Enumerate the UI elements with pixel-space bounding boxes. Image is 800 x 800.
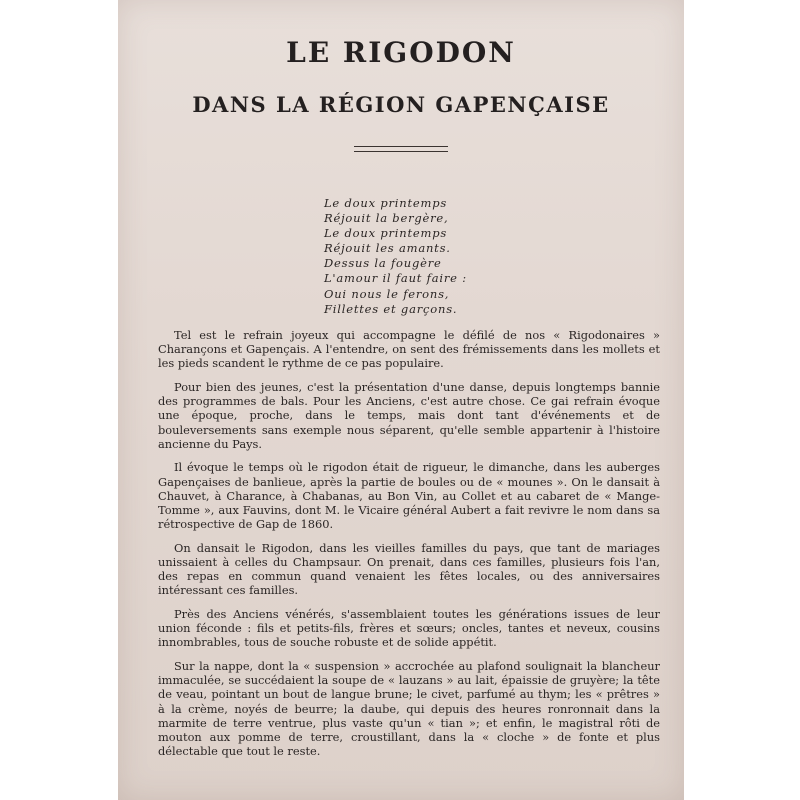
paragraph: Près des Anciens vénérés, s'assemblaient toutes les générations issues de leur union féconde : fils et petits-fils, frères et sœurs; oncles, tantes et neveux, cousins innombrables, tous de souche robuste et de solide appétit. — [158, 607, 660, 650]
paragraph: Sur la nappe, dont la « suspension » accrochée au plafond soulignait la blancheur immaculée, se succédaient la soupe de « lauzans » au lait, épaissie de gruyère; la tête de veau, pointant un bout de langue brune; le civet, parfumé au thym; les « prêtres » à la crème, noyés de beurre; la daube, qui depuis des heures ronronnait dans la marmite de terre ventrue, plus vaste qu'un « tian »; et enfin, le magistral rôti de mouton aux pomme de terre, croustillant, dans la « cloche » de fonte et plus délectable que tout le reste. — [158, 659, 660, 759]
poem-line: Le doux printemps — [324, 226, 448, 241]
paragraph: Pour bien des jeunes, c'est la présentation d'une danse, depuis longtemps bannie des programmes de bals. Pour les Anciens, c'est autre chose. Ce gai refrain évoque une époque, proche, dans le temps, mais dont tant d'événements et de bouleversements sans exemple nous séparent, qu'elle semble appartenir à l'histoire ancienne du Pays. — [158, 380, 660, 451]
body-text — [158, 328, 660, 768]
title-rule-bottom — [354, 151, 448, 152]
poem-stanza — [324, 196, 524, 317]
poem-line: Fillettes et garçons. — [324, 301, 458, 316]
title-rule-top — [354, 146, 448, 147]
poem-line: L'amour il faut faire : — [324, 271, 467, 286]
paragraph: Il évoque le temps où le rigodon était de rigueur, le dimanche, dans les auberges Gapençaises de banlieue, après la partie de boules ou de « mounes ». On le dansait à Chauvet, à Charance, à Chabanas, au Bon Vin, au Collet et au cabaret de « Mange-Tomme », aux Fauvins, dont M. le Vicaire général Aubert a fait revivre le nom dans sa rétrospective de Gap de 1860. — [158, 460, 660, 532]
poem-line: Le doux printemps — [324, 196, 448, 210]
book-page — [118, 0, 684, 800]
poem-line: Réjouit la bergère, — [324, 211, 449, 226]
page-title: LE RIGODON — [286, 36, 516, 69]
poem-line: Réjouit les amants. — [324, 241, 451, 256]
poem-line: Oui nous le ferons, — [324, 286, 450, 301]
paragraph: On dansait le Rigodon, dans les vieilles familles du pays, que tant de mariages unissaient à celles du Champsaur. On prenait, dans ces familles, plusieurs fois l'an, des repas en commun quand venaient les fêtes locales, ou des anniversaires intéressant ces familles. — [158, 540, 660, 598]
paragraph: Tel est le refrain joyeux qui accompagne le défilé de nos « Rigodonaires » Charançons et Gapençais. A l'entendre, on sent des frémissements dans les mollets et les pieds scandent le rythme de ce pas populaire. — [158, 328, 660, 371]
poem-line: Dessus la fougère — [324, 256, 442, 271]
page-subtitle: DANS LA RÉGION GAPENÇAISE — [192, 92, 610, 117]
